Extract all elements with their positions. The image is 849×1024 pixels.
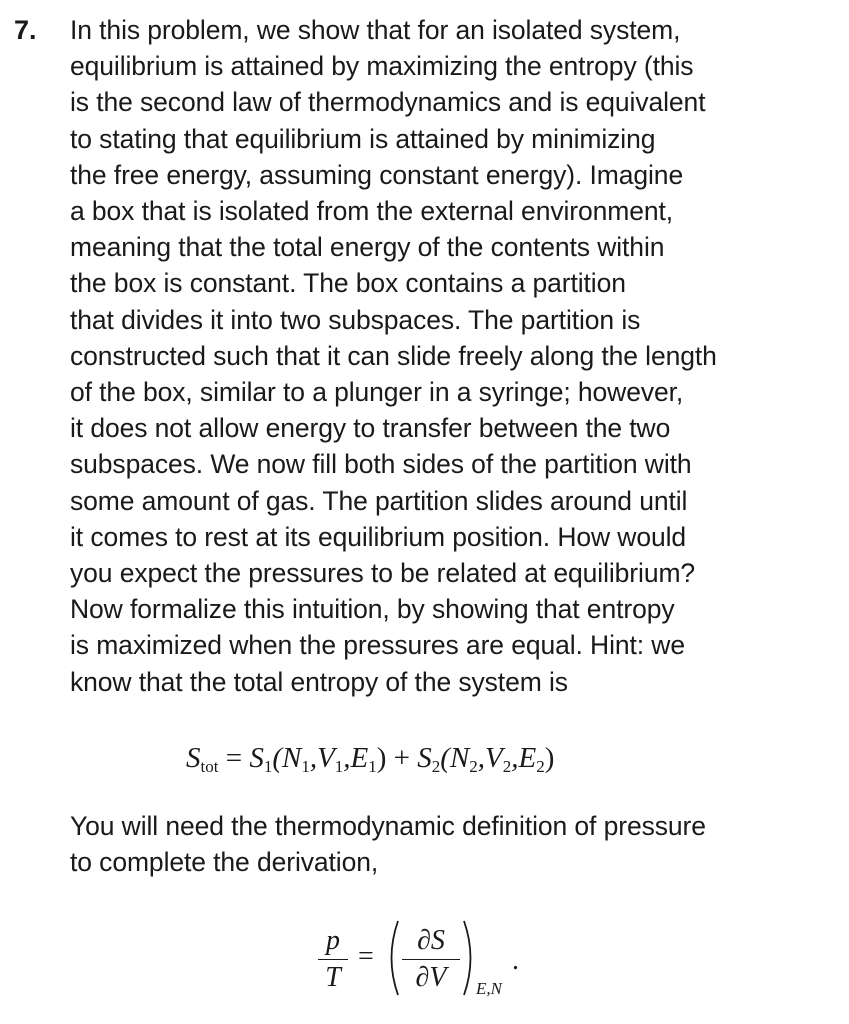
pressure-equation <box>318 915 558 1015</box>
text-line: equilibrium is attained by maximizing the entropy (this <box>70 51 694 82</box>
fraction-numerator: ∂S <box>417 925 445 956</box>
eq-symbol: (N <box>272 742 302 774</box>
eq-subscript: E,N <box>476 979 502 998</box>
text-line: You will need the thermodynamic definition of pressure <box>70 811 706 841</box>
text-line: the box is constant. The box contains a partition <box>70 268 626 299</box>
text-line: meaning that the total energy of the contents within <box>70 232 665 263</box>
problem-text <box>70 12 840 700</box>
text-line: to stating that equilibrium is attained by minimizing <box>70 123 656 154</box>
text-line: Now formalize this intuition, by showing that entropy <box>70 594 675 625</box>
text-line: you expect the pressures to be related at equilibrium? <box>70 558 696 589</box>
fraction-denominator: T <box>325 962 341 993</box>
text-line: that divides it into two subspaces. The partition is <box>70 304 641 335</box>
follow-up-text <box>70 808 706 880</box>
eq-subscript: 1 <box>334 757 344 776</box>
text-line: constructed such that it can slide freely along the length <box>70 340 717 371</box>
text-line: it comes to rest at its equilibrium position. How would <box>70 521 687 552</box>
fraction-numerator: p <box>326 925 340 956</box>
eq-subscript: 1 <box>263 757 273 776</box>
eq-subscript: 1 <box>368 757 377 776</box>
eq-symbol: S <box>249 742 264 774</box>
text-line: it does not allow energy to transfer between the two <box>70 413 671 444</box>
eq-subscript: 2 <box>469 757 478 776</box>
fraction-bar <box>318 959 348 960</box>
eq-subscript: tot <box>200 757 219 776</box>
text-line: In this problem, we show that for an isolated system, <box>70 15 681 45</box>
text-line: to complete the derivation, <box>70 847 379 878</box>
eq-subscript: 2 <box>431 757 441 776</box>
text-line: of the box, similar to a plunger in a syringe; however, <box>70 377 684 408</box>
eq-period: . <box>512 945 519 976</box>
eq-symbol: S <box>417 742 432 774</box>
eq-symbol: S <box>186 742 201 774</box>
text-line: a box that is isolated from the external environment, <box>70 196 674 227</box>
eq-operator: = <box>225 742 243 774</box>
text-line: is maximized when the pressures are equal. Hint: we <box>70 630 685 661</box>
text-line: know that the total entropy of the system is <box>70 666 568 697</box>
eq-symbol: ,V <box>477 742 503 774</box>
text-line: subspaces. We now fill both sides of the partition with <box>70 449 692 480</box>
eq-subscript: 1 <box>301 757 310 776</box>
eq-paren: ) <box>376 742 387 774</box>
eq-paren: ) <box>544 742 555 774</box>
eq-operator: = <box>358 941 374 972</box>
ds-over-dv-fraction <box>402 925 460 994</box>
text-line: is the second law of thermodynamics and is equivalent <box>70 87 706 118</box>
problem-number: 7. <box>14 15 37 45</box>
fraction-denominator: ∂V <box>415 962 447 993</box>
text-line: the free energy, assuming constant energy). Imagine <box>70 159 684 190</box>
eq-symbol: ,E <box>343 742 369 774</box>
eq-subscript: 2 <box>502 757 512 776</box>
eq-symbol: (N <box>440 742 470 774</box>
eq-subscript: 2 <box>536 757 545 776</box>
text-line: some amount of gas. The partition slides around until <box>70 485 688 516</box>
fraction-bar <box>402 959 460 960</box>
entropy-equation <box>186 738 554 778</box>
eq-operator: + <box>393 742 411 774</box>
eq-symbol: ,V <box>309 742 335 774</box>
open-paren <box>382 919 402 997</box>
eq-symbol: ,E <box>511 742 537 774</box>
p-over-t-fraction <box>318 925 348 994</box>
